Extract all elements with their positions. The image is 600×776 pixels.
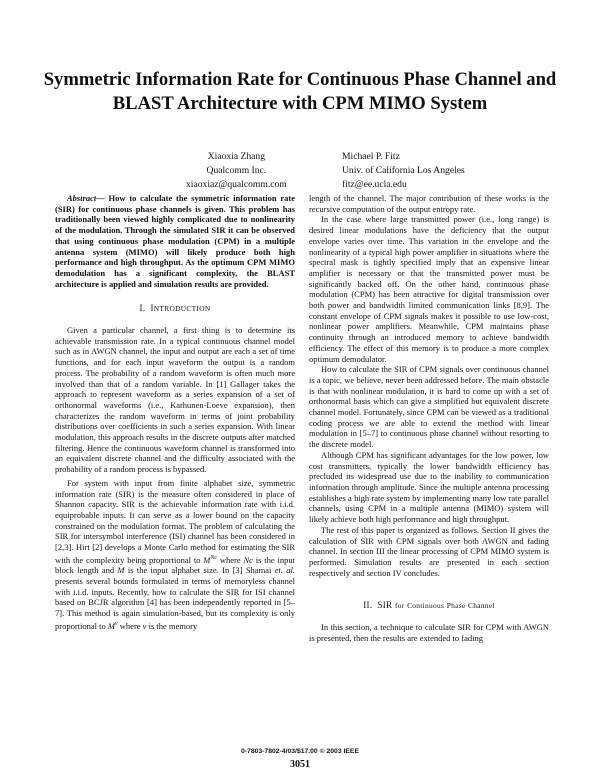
- math-symbol: M: [203, 554, 211, 565]
- math-symbol: ν: [142, 620, 147, 631]
- section-title-word: Channel: [468, 601, 495, 611]
- author-affiliation: Qualcomm Inc.: [206, 165, 267, 176]
- paragraph: In the case where large transmitted power (i.e., long range) is desired linear modulations have the deficiency that the output envelope varies over time. This variation in the envelope and the nonlinearity of a typical high power amplifier in situations where the spectral mask is tightly specified imply that an expensive linear amplifier is necessary or that the transmitted power must be significantly backed off. On the other hand, continuous phase modulation (CPM) has been attractive for digital transmission over both power and bandwidth limited communication links [8,9]. The constant envelope of CPM signals makes it possible to use low-cost, nonlinear power amplifiers. Meanwhile, CPM maintains phase continuity through an introduced memory to achieve bandwidth efficiency. The effect of this memory is to produce a more complex optimum demodulator.: [309, 214, 549, 364]
- text-run: is the input alphabet size. In [3] Shamai: [124, 565, 275, 576]
- author-name: Xiaoxia Zhang: [207, 151, 266, 162]
- paragraph: Although CPM has significant advantages for the low power, low cost transmitters, typically the lower bandwidth efficiency has precluded its widespread use due to the inability to communication information through amplitude. Since the multiple antenna processing establishes a high rate system by implementing many low rate parallel channels, using CPM in a multiple antenna (MIMO) system will likely achieve both high performance and high throughput.: [309, 449, 549, 525]
- abstract-text: — How to calculate the symmetric information rate (SIR) for continuous phase channels is given. This problem has traditionally been viewed highly complicated due to nonlinearity of the modulation. Through the simulated SIR it can be observed that using continuous phase modulation (CPM) in a multiple antenna system (MIMO) will likely produce both high performance and high throughput. As the optimum CPM MIMO demodulation has a significant complexity, the BLAST architecture is applied and simulation results are provided.: [55, 193, 295, 289]
- author-email[interactable]: fitz@ee.ucla.edu: [342, 179, 407, 190]
- section-title-word: SIR: [377, 600, 393, 611]
- right-column: [309, 193, 549, 643]
- abstract-lead: Abstract: [67, 193, 97, 203]
- math-superscript: Nc: [210, 554, 218, 561]
- left-column: [55, 193, 295, 631]
- text-run: is the memory: [146, 620, 198, 631]
- abstract: [55, 193, 295, 289]
- text-run: where: [217, 554, 244, 565]
- text-run: where: [117, 620, 143, 631]
- section-title-word: Continuous: [407, 601, 445, 611]
- section-title-word: for: [394, 601, 405, 611]
- sir-paragraph: [55, 478, 295, 632]
- math-symbol: M: [107, 620, 115, 631]
- paragraph: The rest of this paper is organized as follows. Section II gives the calculation of SIR with CPM signals over both AWGN and fading channel. In section III the linear processing of CPM MIMO system is performed. Simulation results are presented in each section respectively and section IV concludes.: [309, 524, 549, 578]
- author-email[interactable]: xiaoxiaz@qualcomm.com: [186, 179, 287, 190]
- paragraph: In this section, a technique to calculate SIR for CPM with AWGN is presented, then the results are extended to fading: [309, 622, 549, 643]
- paragraph: How to calculate the SIR of CPM signals over continuous channel is a topic, we believe, never been addressed before. The main obstacle is that with nonlinear modulation, it is hard to come up with a set of orthonormal basis which can give a simplified but equivalent discrete channel model. Fortunately, since CPM can be viewed as a traditional coding process we are able to extend the method with linear modulation in [5–7] to continuous phase channel without resorting to the discrete model.: [309, 364, 549, 450]
- text-run: presents several bounds formulated in terms of memoryless channel with i.i.d. inputs. Recently, how to calculate the SIR for ISI channel based on BCJR algorithm [4] has been independently reported in [5–7]. This method is again simulation-based, but its complexity is only proportional to: [55, 576, 295, 631]
- author-block-2: [342, 150, 465, 192]
- math-symbol: M: [117, 565, 125, 576]
- text-run: For system with input from finite alphabet size, symmetric information rate (SIR) is the measure often considered in place of Shannon capacity. SIR is the achievable information rate with i.i.d. equiprobable inputs. It can serve as a lower bound on the capacity constrained on the modulation format. The problem of calculating the SIR for intersymbol interference (ISI) channel has been considered in [2,3]. Hirt [2] develops a Monte Carlo method for estimating the SIR with the complexity being proportional to: [55, 477, 295, 565]
- text-run: is the input block length and: [55, 554, 295, 576]
- math-symbol: Nc: [243, 554, 253, 565]
- math-superscript: ν: [114, 620, 118, 627]
- paragraph: Given a particular channel, a first thing is to determine its achievable transmission rate. In a typical continuous channel model such as in AWGN channel, the input and output are each a set of time functions, and for each input waveform the output is a random process. The probability of a random waveform is often much more involved than that of a random variable. In [1] Gallager takes the approach to represent waveform as a series expansion of a set of orthonormal waveforms (i.e., Karhunen-Loeve expansion), then characterizes the random waveform in terms of joint probability distributions over coefficients in such a series expansion. With linear modulation, this approach results in the discrete outputs after matched filtering. Hence the continuous waveform channel is transformed into an equivalent discrete channel and the difficulty associated with the probability of a random process is bypassed.: [55, 325, 295, 475]
- section-number: I.: [139, 303, 146, 314]
- section-title-first: I: [150, 303, 154, 314]
- section-heading-1: [55, 303, 295, 315]
- section-title-rest: NTRODUCTION: [153, 304, 211, 314]
- author-block-1: [186, 150, 287, 192]
- paper-title: Symmetric Information Rate for Continuous Phase Channel and BLAST Architecture with CPM MIMO System: [43, 69, 557, 114]
- author-name: Michael P. Fitz: [342, 151, 400, 162]
- emphasis: et. al.: [274, 565, 295, 576]
- author-affiliation: Univ. of California Los Angeles: [342, 165, 465, 176]
- section-number: II.: [363, 600, 373, 611]
- paragraph: length of the channel. The major contribution of these works is the recursive computation of the output entropy rate.: [309, 193, 549, 214]
- page-number: 3051: [290, 759, 310, 770]
- section-title-word: Phase: [446, 601, 466, 611]
- section-heading-2: [309, 600, 549, 612]
- footer-identifier: 0-7803-7802-4/03/$17.00 © 2003 IEEE: [241, 748, 359, 755]
